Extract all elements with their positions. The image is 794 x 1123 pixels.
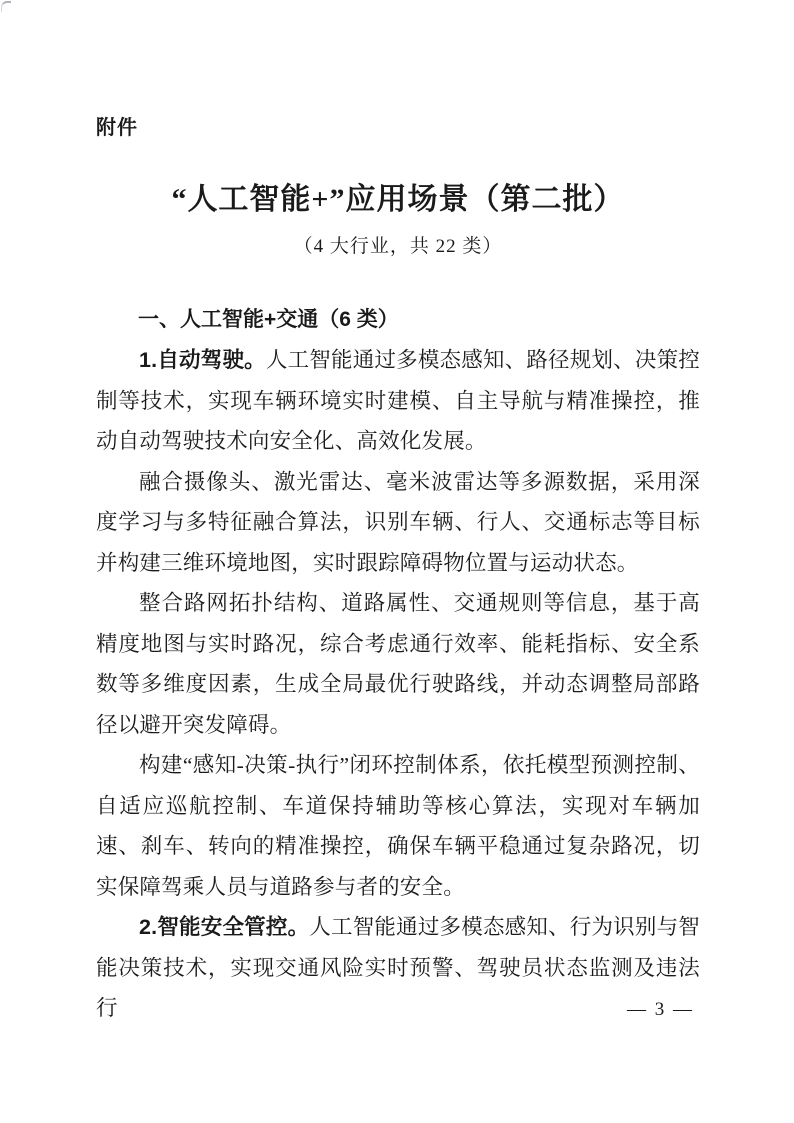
paragraph-text: 整合路网拓扑结构、道路属性、交通规则等信息，基于高精度地图与实时路况，综合考虑通行效率、能耗指标、安全系数等多维度因素，生成全局最优行驶路线，并动态调整局部路径以避开突发障碍。 [96,591,700,737]
item-term: 2.智能安全管控。 [139,915,310,939]
section-heading: 一、人工智能+交通（6 类） [138,308,399,331]
body-paragraph [96,583,700,745]
body-paragraph [96,907,700,1029]
body-paragraph [96,462,700,584]
paragraph-text: 构建“感知-决策-执行”闭环控制体系，依托模型预测控制、自适应巡航控制、车道保持辅助等核心算法，实现对车辆加速、刹车、转向的精准操控，确保车辆平稳通过复杂路况，切实保障驾乘人员与道路参与者的安全。 [96,753,700,899]
body-paragraph [96,340,700,462]
paragraph-text: 人工智能通过多模态感知、行为识别与智能决策技术，实现交通风险实时预警、驾驶员状态监测及违法行 [96,915,701,1020]
page-number: — 3 — [627,999,694,1020]
document-body [96,340,700,1029]
paragraph-text: 人工智能通过多模态感知、路径规划、决策控制等技术，实现车辆环境实时建模、自主导航与精准操控，推动自动驾驶技术向安全化、高效化发展。 [96,348,700,453]
scan-artifact [1,1,11,12]
attachment-label: 附件 [96,117,138,139]
paragraph-text: 融合摄像头、激光雷达、毫米波雷达等多源数据，采用深度学习与多特征融合算法，识别车辆、行人、交通标志等目标并构建三维环境地图，实时跟踪障碍物位置与运动状态。 [96,469,700,575]
body-paragraph [96,745,700,907]
item-term: 1.自动驾驶。 [139,348,266,372]
document-subtitle: （4 大行业，共 22 类） [293,236,503,257]
document-title: “人工智能+”应用场景（第二批） [171,183,625,216]
